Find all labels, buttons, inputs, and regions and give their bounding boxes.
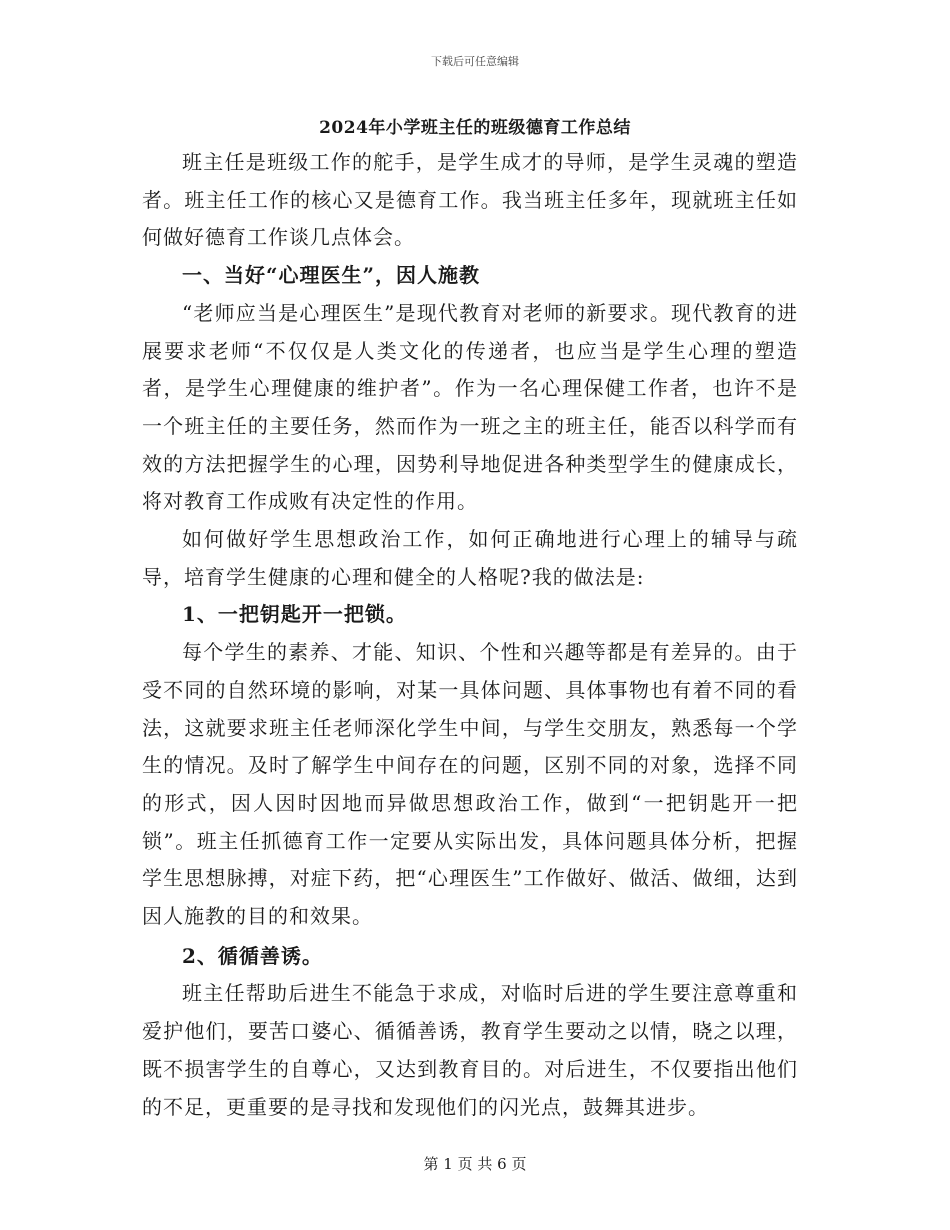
subsection-heading-1: 1、一把钥匙开一把锁。 [182, 602, 407, 627]
body-paragraph: 如何做好学生思想政治工作，如何正确地进行心理上的辅导与疏导，培育学生健康的心理和健全的人格呢?我的做法是: [142, 527, 798, 589]
body-paragraph: “老师应当是心理医生”是现代教育对老师的新要求。现代教育的进展要求老师“不仅仅是人类文化的传递者，也应当是学生心理的塑造者，是学生心理健康的维护者”。作为一名心理保健工作者，也许不是一个班主任的主要任务，然而作为一班之主的班主任，能否以科学而有效的方法把握学生的心理，因势利导地促进各种类型学生的健康成长，将对教育工作成败有决定性的作用。 [142, 300, 798, 514]
intro-paragraph: 班主任是班级工作的舵手，是学生成才的导师，是学生灵魂的塑造者。班主任工作的核心又是德育工作。我当班主任多年，现就班主任如何做好德育工作谈几点体会。 [142, 150, 798, 250]
page-number: 第 1 页 共 6 页 [423, 1155, 527, 1173]
page-header-note: 下载后可任意编辑 [431, 55, 519, 68]
subsection-heading-2: 2、循循善诱。 [182, 943, 323, 968]
section-heading-1: 一、当好“心理医生”，因人施教 [182, 263, 481, 288]
document-title: 2024年小学班主任的班级德育工作总结 [319, 118, 631, 138]
body-paragraph: 每个学生的素养、才能、知识、个性和兴趣等都是有差异的。由于受不同的自然环境的影响，对某一具体问题、具体事物也有着不同的看法，这就要求班主任老师深化学生中间，与学生交朋友，熟悉每一个学生的情况。及时了解学生中间存在的问题，区别不同的对象，选择不同的形式，因人因时因地而异做思想政治工作，做到“一把钥匙开一把锁”。班主任抓德育工作一定要从实际出发，具体问题具体分析，把握学生思想脉搏，对症下药，把“心理医生”工作做好、做活、做细，达到因人施教的目的和效果。 [142, 640, 798, 929]
body-paragraph: 班主任帮助后进生不能急于求成，对临时后进的学生要注意尊重和爱护他们，要苦口婆心、循循善诱，教育学生要动之以情，晓之以理，既不损害学生的自尊心，又达到教育目的。对后进生，不仅要指出他们的不足，更重要的是寻找和发现他们的闪光点，鼓舞其进步。 [142, 981, 798, 1119]
document-body [142, 144, 798, 1126]
